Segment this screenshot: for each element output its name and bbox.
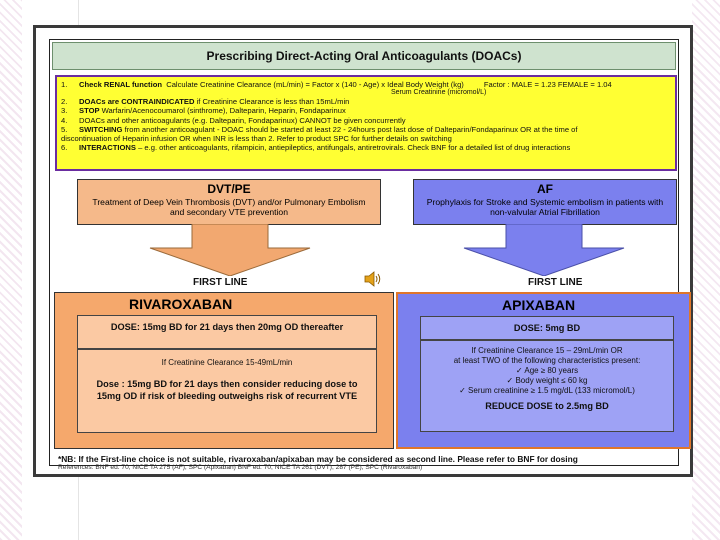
dvt-pe-header bbox=[77, 179, 381, 225]
rule-5: 5. SWITCHING from another anticoagulant - DOAC should be started at least 22 - 24hours post last dose of Dalteparin/Fondaparinux OR at the time of bbox=[61, 124, 578, 134]
check-icon: ✓ bbox=[459, 386, 466, 395]
first-line-label-left: FIRST LINE bbox=[193, 277, 248, 288]
page-title: Prescribing Direct-Acting Oral Anticoagulants (DOACs) bbox=[52, 42, 676, 70]
rivaroxaban-dose-box bbox=[77, 315, 377, 349]
check-icon: ✓ bbox=[515, 366, 523, 375]
apixaban-criteria-list bbox=[421, 366, 673, 396]
dvt-pe-description: Treatment of Deep Vein Thrombosis (DVT) and/or Pulmonary Embolism and secondary VTE prevention bbox=[92, 197, 366, 217]
list-item: ✓ Age ≥ 80 years bbox=[515, 366, 579, 375]
rule-2: 2. DOACs are CONTRAINDICATED if Creatinine Clearance is less than 15mL/min bbox=[61, 97, 350, 107]
rule-1-lead: Check RENAL function bbox=[79, 80, 162, 89]
rule-1-text: Calculate Creatinine Clearance (mL/min) = Factor x (140 - Age) x Ideal Body Weight (kg) bbox=[166, 80, 464, 89]
rule-5-continued: discontinuation of Heparin infusion OR when INR is less than 2. Refer to product SPC for further details on switching bbox=[61, 134, 452, 144]
apixaban-renal-line-2: at least TWO of the following characteristics present: bbox=[453, 356, 641, 365]
rivaroxaban-reduced-dose: Dose : 15mg BD for 21 days then consider reducing dose to 15mg OD if risk of bleeding outweighs risk of recurrent VTE bbox=[96, 379, 358, 401]
rivaroxaban-renal-box bbox=[77, 349, 377, 433]
rule-3: 3. STOP Warfarin/Acenocoumarol (sinthrome), Dalteparin, Heparin, Fondaparinux bbox=[61, 106, 346, 116]
left-decorative-border bbox=[0, 0, 22, 540]
check-icon: ✓ bbox=[506, 376, 514, 385]
apixaban-panel bbox=[396, 292, 691, 449]
rivaroxaban-panel bbox=[54, 292, 394, 449]
first-line-label-right: FIRST LINE bbox=[528, 277, 583, 288]
dvt-pe-heading: DVT/PE bbox=[207, 182, 251, 196]
list-item: ✓ Serum creatinine ≥ 1.5 mg/dL (133 micromol/L) bbox=[459, 386, 635, 395]
af-description: Prophylaxis for Stroke and Systemic embolism in patients with non-valvular Atrial Fibrillation bbox=[426, 197, 664, 217]
rule-4: 4. DOACs and other anticoagulants (e.g. Dalteparin, Fondaparinux) CANNOT be given concurrently bbox=[61, 115, 406, 125]
rule-6: 6. INTERACTIONS – e.g. other anticoagulants, rifampicin, antiepileptics, antifungals, antiretrovirals. Check BNF for a detailed list of drug interactions bbox=[61, 143, 571, 153]
footnote: *NB: If the First-line choice is not suitable, rivaroxaban/apixaban may be considered as second line. Please refer to BNF for dosing bbox=[58, 454, 578, 464]
apixaban-title: APIXABAN bbox=[502, 297, 576, 313]
rivaroxaban-title: RIVAROXABAN bbox=[129, 296, 233, 312]
prescribing-rules-box bbox=[55, 75, 677, 171]
references: References: BNF ed. 70, NICE TA 275 (AF), SPC (Apixaban) BNF ed. 70, NICE TA 261 (DVT), 287 (PE), SPC (Rivaroxaban) bbox=[58, 464, 423, 471]
rule-1: 1. Check RENAL function Calculate Creatinine Clearance (mL/min) = Factor x (140 - Age) x Ideal Body Weight (kg) Factor : MALE = 1.23 FEMALE = 1.04 bbox=[61, 80, 612, 89]
down-arrow-icon bbox=[462, 224, 626, 276]
rule-1-factor: Factor : MALE = 1.23 FEMALE = 1.04 bbox=[483, 80, 612, 89]
slide-frame bbox=[33, 25, 693, 477]
down-arrow-icon bbox=[148, 224, 312, 276]
speaker-icon[interactable] bbox=[363, 270, 383, 288]
af-header bbox=[413, 179, 677, 225]
rivaroxaban-renal-criteria: If Creatinine Clearance 15-49mL/min bbox=[161, 358, 293, 367]
apixaban-renal-line-1: If Creatinine Clearance 15 – 29mL/min OR bbox=[471, 346, 623, 355]
flowchart-document bbox=[49, 39, 679, 471]
rivaroxaban-dose: DOSE: 15mg BD for 21 days then 20mg OD thereafter bbox=[110, 322, 344, 332]
list-item: ✓ Body weight ≤ 60 kg bbox=[506, 376, 588, 385]
rule-1-denominator: Serum Creatinine (micromol/L) bbox=[391, 89, 487, 97]
apixaban-dose-box bbox=[420, 316, 674, 340]
apixaban-reduced-dose: REDUCE DOSE to 2.5mg BD bbox=[485, 401, 609, 411]
apixaban-dose: DOSE: 5mg BD bbox=[513, 323, 581, 333]
af-heading: AF bbox=[537, 182, 553, 196]
apixaban-renal-box bbox=[420, 340, 674, 432]
right-decorative-border bbox=[692, 0, 720, 540]
